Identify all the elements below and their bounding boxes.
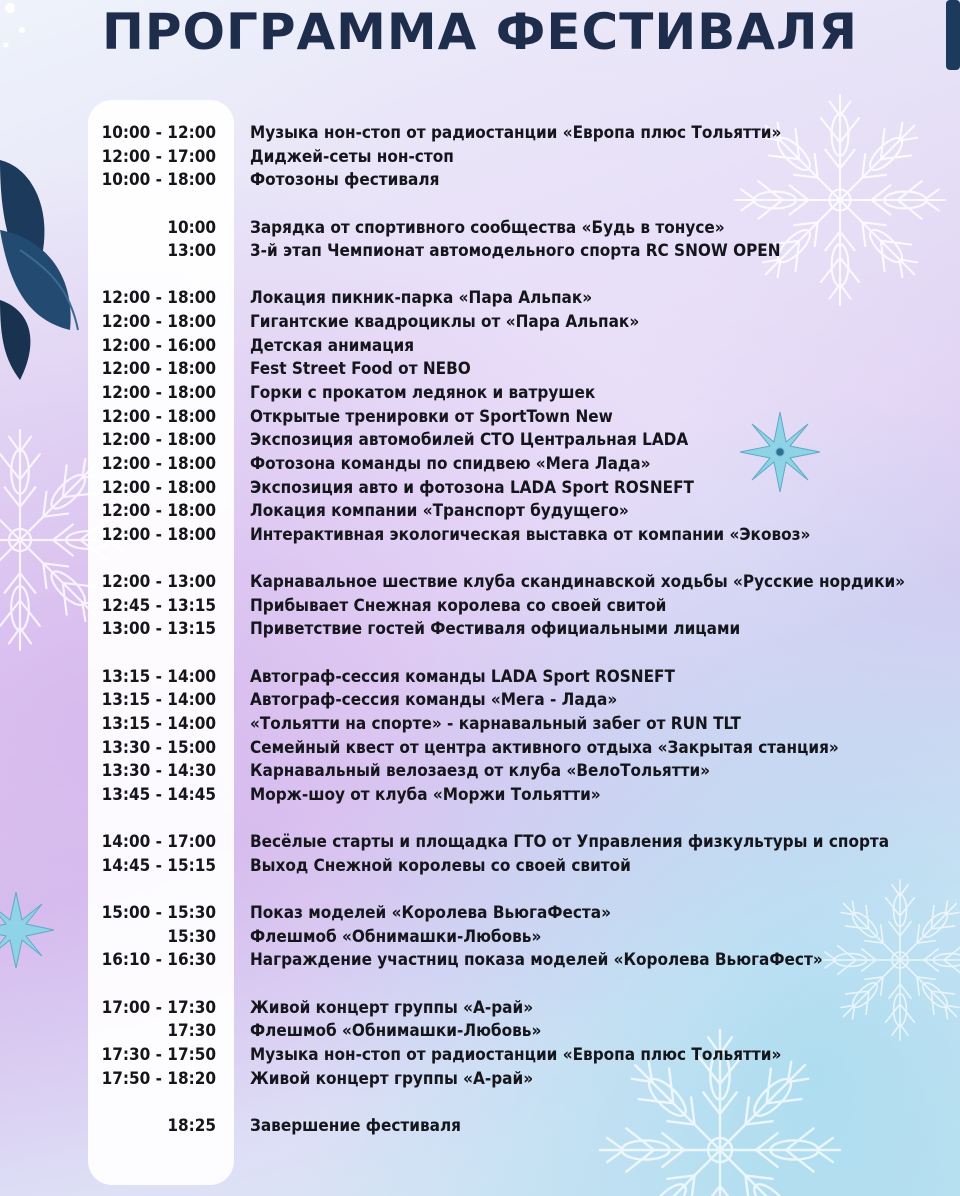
event-title: 3-й этап Чемпионат автомодельного спорта RC SNOW OPEN (250, 241, 781, 262)
schedule-row (0, 406, 960, 430)
event-time: 13:30 - 15:00 (101, 737, 216, 758)
event-title: Семейный квест от центра активного отдыха «Закрытая станция» (250, 737, 839, 758)
event-time: 12:00 - 18:00 (101, 430, 216, 451)
event-title: Локация пикник-парка «Пара Альпак» (250, 288, 593, 309)
event-title: Прибывает Снежная королева со своей свитой (250, 595, 667, 616)
schedule-row (0, 949, 960, 973)
event-time: 13:45 - 14:45 (101, 784, 216, 805)
event-time: 12:00 - 18:00 (101, 477, 216, 498)
event-time: 12:00 - 18:00 (101, 359, 216, 380)
event-time: 12:00 - 18:00 (101, 406, 216, 427)
schedule-row (0, 382, 960, 406)
event-time: 12:00 - 18:00 (101, 453, 216, 474)
event-title: Приветствие гостей Фестиваля официальными лицами (250, 619, 741, 640)
event-time: 13:00 (167, 241, 216, 262)
event-time: 13:15 - 14:00 (101, 666, 216, 687)
schedule-row (0, 831, 960, 855)
schedule-row (0, 146, 960, 170)
event-time: 12:00 - 18:00 (101, 288, 216, 309)
schedule-row (0, 477, 960, 501)
event-title: Локация компании «Транспорт будущего» (250, 501, 629, 522)
event-title: «Тольятти на спорте» - карнавальный забег от RUN TLT (250, 714, 741, 735)
event-time: 12:00 - 18:00 (101, 312, 216, 333)
schedule-row (0, 666, 960, 690)
schedule-list (0, 122, 960, 1182)
event-title: Fest Street Food от NEBO (250, 359, 471, 380)
event-title: Флешмоб «Обнимашки-Любовь» (250, 926, 542, 947)
event-title: Живой концерт группы «А-рай» (250, 1068, 534, 1089)
schedule-row (0, 689, 960, 713)
event-time: 10:00 - 18:00 (101, 170, 216, 191)
schedule-row (0, 997, 960, 1021)
schedule-row (0, 429, 960, 453)
schedule-row (0, 358, 960, 382)
schedule-row (0, 169, 960, 193)
event-title: Фотозоны фестиваля (250, 170, 440, 191)
schedule-row (0, 926, 960, 950)
schedule-row (0, 311, 960, 335)
event-title: Музыка нон-стоп от радиостанции «Европа плюс Тольятти» (250, 123, 782, 143)
schedule-row (0, 1068, 960, 1092)
event-time: 13:15 - 14:00 (101, 690, 216, 711)
event-title: Экспозиция авто и фотозона LADA Sport ROSNEFT (250, 477, 694, 498)
event-title: Живой концерт группы «А-рай» (250, 997, 534, 1018)
schedule-row (0, 287, 960, 311)
event-time: 14:45 - 15:15 (101, 855, 216, 876)
schedule-row (0, 760, 960, 784)
event-time: 12:00 - 18:00 (101, 524, 216, 545)
event-title: Завершение фестиваля (250, 1115, 462, 1136)
event-title: Награждение участниц показа моделей «Королева ВьюгаФест» (250, 950, 823, 971)
event-time: 15:30 (167, 926, 216, 947)
event-title: Открытые тренировки от SportTown New (250, 406, 613, 427)
event-time: 17:00 - 17:30 (101, 997, 216, 1018)
schedule-row (0, 1115, 960, 1139)
event-title: Показ моделей «Королева ВьюгаФеста» (250, 903, 611, 924)
event-time: 12:45 - 13:15 (101, 595, 216, 616)
event-time: 17:30 - 17:50 (101, 1044, 216, 1065)
schedule-row (0, 122, 960, 146)
page-title: ПРОГРАММА ФЕСТИВАЛЯ (101, 3, 859, 61)
event-time: 12:00 - 18:00 (101, 501, 216, 522)
schedule-row (0, 855, 960, 879)
schedule-row (0, 902, 960, 926)
event-time: 14:00 - 17:00 (101, 832, 216, 853)
schedule-row (0, 1044, 960, 1068)
event-time: 15:00 - 15:30 (101, 903, 216, 924)
event-time: 13:15 - 14:00 (101, 714, 216, 735)
event-title: Детская анимация (250, 335, 415, 356)
event-time: 17:30 (167, 1021, 216, 1042)
event-title: Выход Снежной королевы со своей свитой (250, 855, 631, 876)
event-time: 10:00 (167, 217, 216, 238)
schedule-row (0, 1020, 960, 1044)
event-title: Диджей-сеты нон-стоп (250, 146, 454, 167)
schedule-row (0, 240, 960, 264)
event-title: Карнавальный велозаезд от клуба «ВелоТольятти» (250, 761, 711, 782)
event-time: 18:25 (167, 1115, 216, 1136)
event-time: 12:00 - 13:00 (101, 572, 216, 593)
event-title: Интерактивная экологическая выставка от компании «Эковоз» (250, 524, 811, 545)
schedule-row (0, 335, 960, 359)
event-time: 17:50 - 18:20 (101, 1068, 216, 1089)
event-time: 13:00 - 13:15 (101, 619, 216, 640)
event-time: 12:00 - 18:00 (101, 383, 216, 404)
event-title: Фотозона команды по спидвею «Мега Лада» (250, 453, 651, 474)
event-title: Морж-шоу от клуба «Моржи Тольятти» (250, 784, 601, 805)
event-time: 12:00 - 17:00 (101, 146, 216, 167)
event-time: 13:30 - 14:30 (101, 761, 216, 782)
event-title: Флешмоб «Обнимашки-Любовь» (250, 1021, 542, 1042)
schedule-row (0, 595, 960, 619)
schedule-row (0, 784, 960, 808)
schedule-row (0, 217, 960, 241)
event-time: 12:00 - 16:00 (101, 335, 216, 356)
schedule-row (0, 500, 960, 524)
schedule-row (0, 713, 960, 737)
event-title: Горки с прокатом ледянок и ватрушек (250, 383, 596, 404)
event-title: Гигантские квадроциклы от «Пара Альпак» (250, 312, 640, 333)
event-title: Весёлые старты и площадка ГТО от Управления физкультуры и спорта (250, 832, 890, 853)
event-title: Музыка нон-стоп от радиостанции «Европа плюс Тольятти» (250, 1044, 782, 1065)
schedule-row (0, 571, 960, 595)
event-time: 10:00 - 12:00 (101, 123, 216, 143)
event-time: 16:10 - 16:30 (101, 950, 216, 971)
event-title: Экспозиция автомобилей СТО Центральная LADA (250, 430, 689, 451)
schedule-row (0, 737, 960, 761)
schedule-row (0, 618, 960, 642)
event-title: Карнавальное шествие клуба скандинавской ходьбы «Русские нордики» (250, 572, 906, 593)
event-title: Автограф-сессия команды LADA Sport ROSNEFT (250, 666, 675, 687)
event-title: Зарядка от спортивного сообщества «Будь в тонусе» (250, 217, 725, 238)
schedule-row (0, 524, 960, 548)
event-title: Автограф-сессия команды «Мега - Лада» (250, 690, 618, 711)
schedule-row (0, 453, 960, 477)
